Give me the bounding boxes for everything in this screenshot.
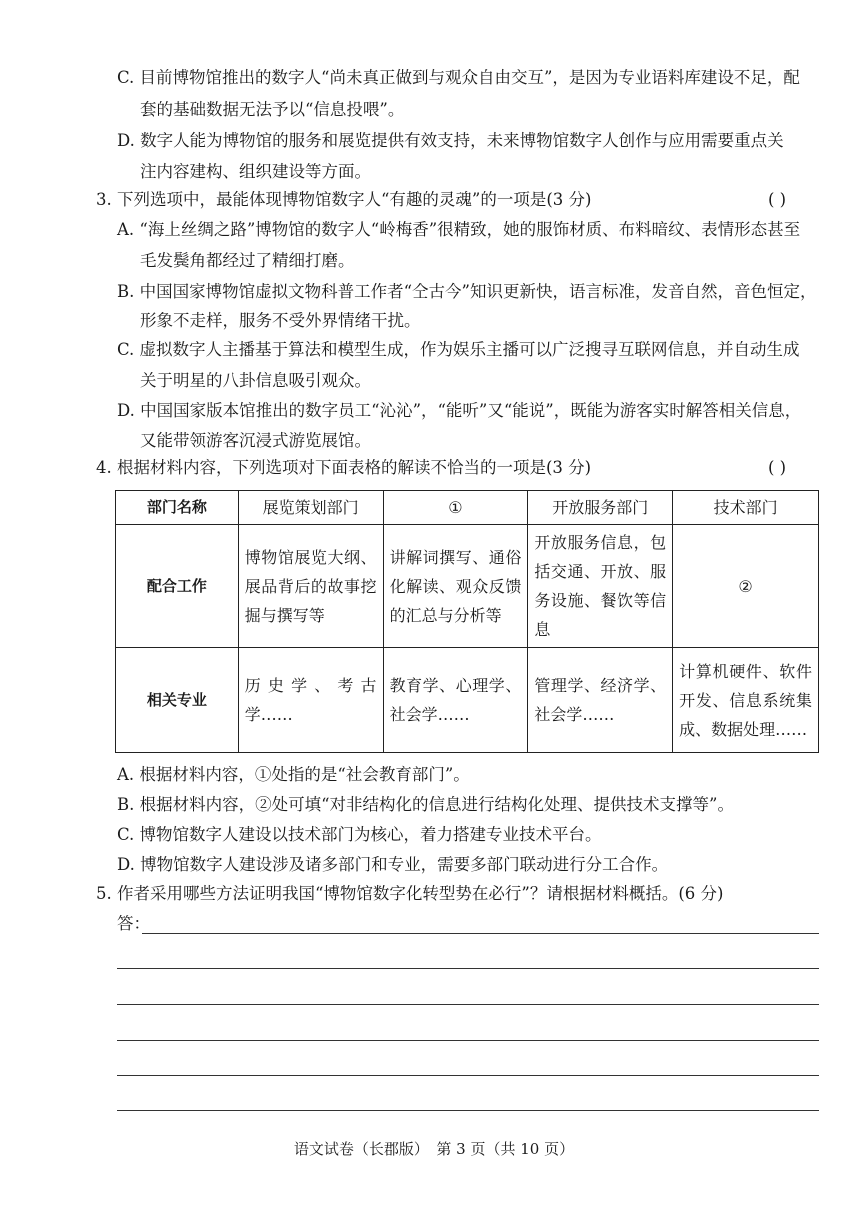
question-4-answer-paren: ( ) bbox=[768, 458, 787, 477]
answer-line[interactable] bbox=[117, 1110, 819, 1111]
option-4c: C. 博物馆数字人建设以技术部门为核心，着力搭建专业技术平台。 bbox=[117, 825, 602, 844]
table-row bbox=[116, 525, 819, 648]
option-3d-line1: D. 中国国家版本馆推出的数字员工“沁沁”，“能听”又“能说”，既能为游客实时解答相关信息， bbox=[117, 401, 802, 420]
table-header-cell: 开放服务部门 bbox=[528, 491, 673, 525]
answer-line[interactable] bbox=[117, 1040, 819, 1041]
answer-line[interactable] bbox=[117, 1004, 819, 1005]
table-row bbox=[116, 648, 819, 753]
table-cell: 管理学、经济学、社会学…… bbox=[528, 648, 673, 753]
option-4b: B. 根据材料内容，②处可填“对非结构化的信息进行结构化处理、提供技术支撑等”。 bbox=[117, 795, 734, 814]
answer-line[interactable] bbox=[117, 968, 819, 969]
page-footer: 语文试卷（长郡版） 第 3 页（共 10 页） bbox=[293, 1140, 575, 1158]
table-cell: 教育学、心理学、社会学…… bbox=[383, 648, 528, 753]
question-3-answer-paren: ( ) bbox=[768, 190, 787, 209]
option-2d-line2: 注内容建构、组织建设等方面。 bbox=[140, 162, 371, 181]
answer-line[interactable] bbox=[142, 933, 819, 934]
option-3a-line1: A. “海上丝绸之路”博物馆的数字人“岭梅香”很精致，她的服饰材质、布料暗纹、表情形态甚至 bbox=[117, 220, 801, 239]
option-2c-line2: 套的基础数据无法予以“信息投喂”。 bbox=[140, 100, 405, 119]
table-cell: 博物馆展览大纲、展品背后的故事挖掘与撰写等 bbox=[238, 525, 383, 648]
table-row-label: 相关专业 bbox=[116, 648, 239, 753]
answer-label: 答： bbox=[117, 914, 150, 933]
table-cell: 历史学、考古学…… bbox=[238, 648, 383, 753]
option-2c-line1: C. 目前博物馆推出的数字人“尚未真正做到与观众自由交互”，是因为专业语料库建设不足，配 bbox=[117, 68, 800, 87]
option-3a-line2: 毛发鬓角都经过了精细打磨。 bbox=[140, 251, 355, 270]
option-4a: A. 根据材料内容，①处指的是“社会教育部门”。 bbox=[117, 765, 470, 784]
option-3b-line1: B. 中国国家博物馆虚拟文物科普工作者“仝古今”知识更新快，语言标准，发音自然，音色恒定， bbox=[117, 282, 817, 301]
department-table bbox=[115, 490, 819, 753]
table-header-cell: ① bbox=[383, 491, 528, 525]
question-5-stem: 5. 作者采用哪些方法证明我国“博物馆数字化转型势在必行”？请根据材料概括。(6 分) bbox=[96, 884, 724, 903]
option-4d: D. 博物馆数字人建设涉及诸多部门和专业，需要多部门联动进行分工合作。 bbox=[117, 855, 669, 874]
option-3d-line2: 又能带领游客沉浸式游览展馆。 bbox=[140, 431, 371, 450]
table-row-label: 配合工作 bbox=[116, 525, 239, 648]
table-cell: 开放服务信息，包括交通、开放、服务设施、餐饮等信息 bbox=[528, 525, 673, 648]
option-3b-line2: 形象不走样，服务不受外界情绪干扰。 bbox=[140, 311, 421, 330]
question-4-stem: 4. 根据材料内容，下列选项对下面表格的解读不恰当的一项是(3 分) bbox=[96, 458, 592, 477]
question-3-stem: 3. 下列选项中，最能体现博物馆数字人“有趣的灵魂”的一项是(3 分) bbox=[96, 190, 592, 209]
table-header-cell: 部门名称 bbox=[116, 491, 239, 525]
table-cell: 计算机硬件、软件开发、信息系统集成、数据处理…… bbox=[673, 648, 819, 753]
answer-line[interactable] bbox=[117, 1075, 819, 1076]
table-cell: ② bbox=[673, 525, 819, 648]
option-2d-line1: D. 数字人能为博物馆的服务和展览提供有效支持，未来博物馆数字人创作与应用需要重点关 bbox=[117, 131, 784, 150]
option-3c-line1: C. 虚拟数字人主播基于算法和模型生成，作为娱乐主播可以广泛搜寻互联网信息，并自动生成 bbox=[117, 340, 800, 359]
table-header-row bbox=[116, 491, 819, 525]
option-3c-line2: 关于明星的八卦信息吸引观众。 bbox=[140, 371, 371, 390]
table-header-cell: 技术部门 bbox=[673, 491, 819, 525]
table-header-cell: 展览策划部门 bbox=[238, 491, 383, 525]
table-cell: 讲解词撰写、通俗化解读、观众反馈的汇总与分析等 bbox=[383, 525, 528, 648]
